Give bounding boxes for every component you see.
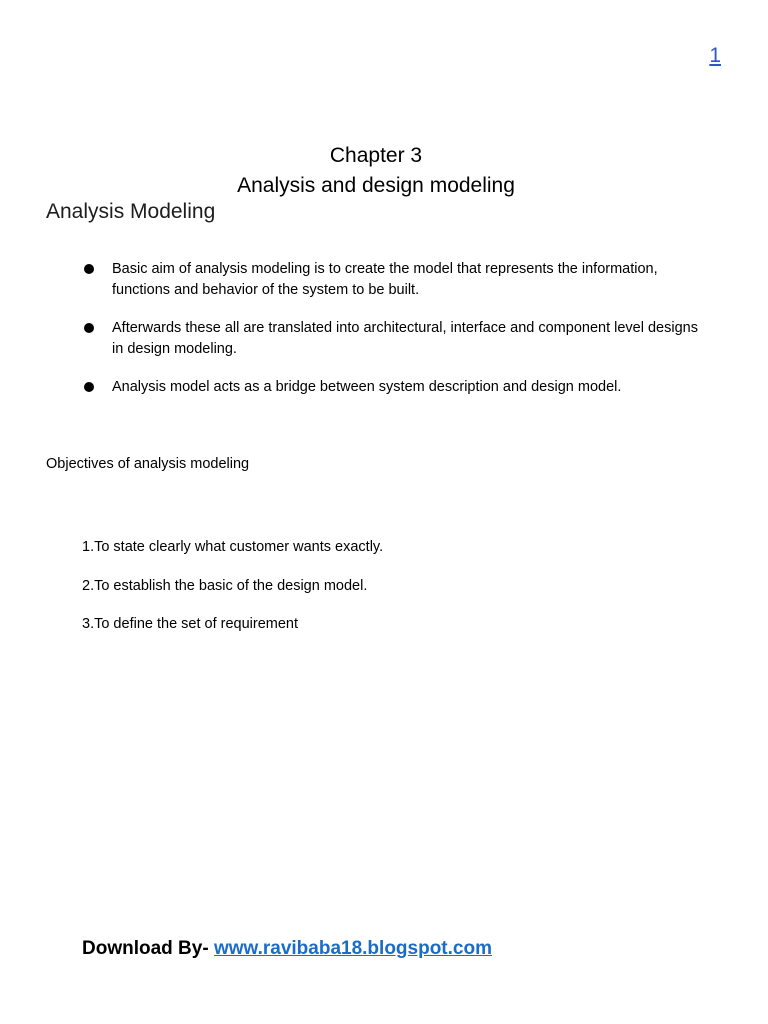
chapter-title-line-2: Analysis and design modeling	[237, 174, 515, 197]
chapter-title	[0, 141, 752, 201]
footer	[82, 938, 492, 960]
objectives-heading: Objectives of analysis modeling	[46, 456, 250, 472]
footer-label: Download By-	[82, 938, 209, 959]
section-heading: Analysis Modeling	[46, 200, 216, 223]
bullet-item	[82, 259, 712, 301]
objective-item: 3.To define the set of requirement	[82, 616, 299, 632]
bullet-list	[82, 259, 712, 415]
objective-item: 2.To establish the basic of the design model.	[82, 577, 368, 594]
objectives-list	[82, 537, 383, 653]
chapter-title-line-1: Chapter 3	[329, 144, 423, 167]
bullet-dot-icon	[84, 323, 94, 333]
bullet-item	[82, 377, 712, 398]
bullet-dot-icon	[84, 264, 94, 274]
bullet-text: Analysis model acts as a bridge between system description and design model.	[112, 379, 622, 395]
objective-item: 1.To state clearly what customer wants exactly.	[82, 539, 384, 555]
bullet-dot-icon	[84, 382, 94, 392]
bullet-item	[82, 318, 712, 360]
footer-download-link[interactable]: www.ravibaba18.blogspot.com	[213, 938, 492, 959]
bullet-text: Basic aim of analysis modeling is to create the model that represents the information, functions and behavior of the system to be built.	[112, 261, 658, 298]
bullet-text: Afterwards these all are translated into architectural, interface and component level designs in design modeling.	[112, 320, 698, 357]
page-number-link[interactable]: 1	[709, 44, 721, 67]
